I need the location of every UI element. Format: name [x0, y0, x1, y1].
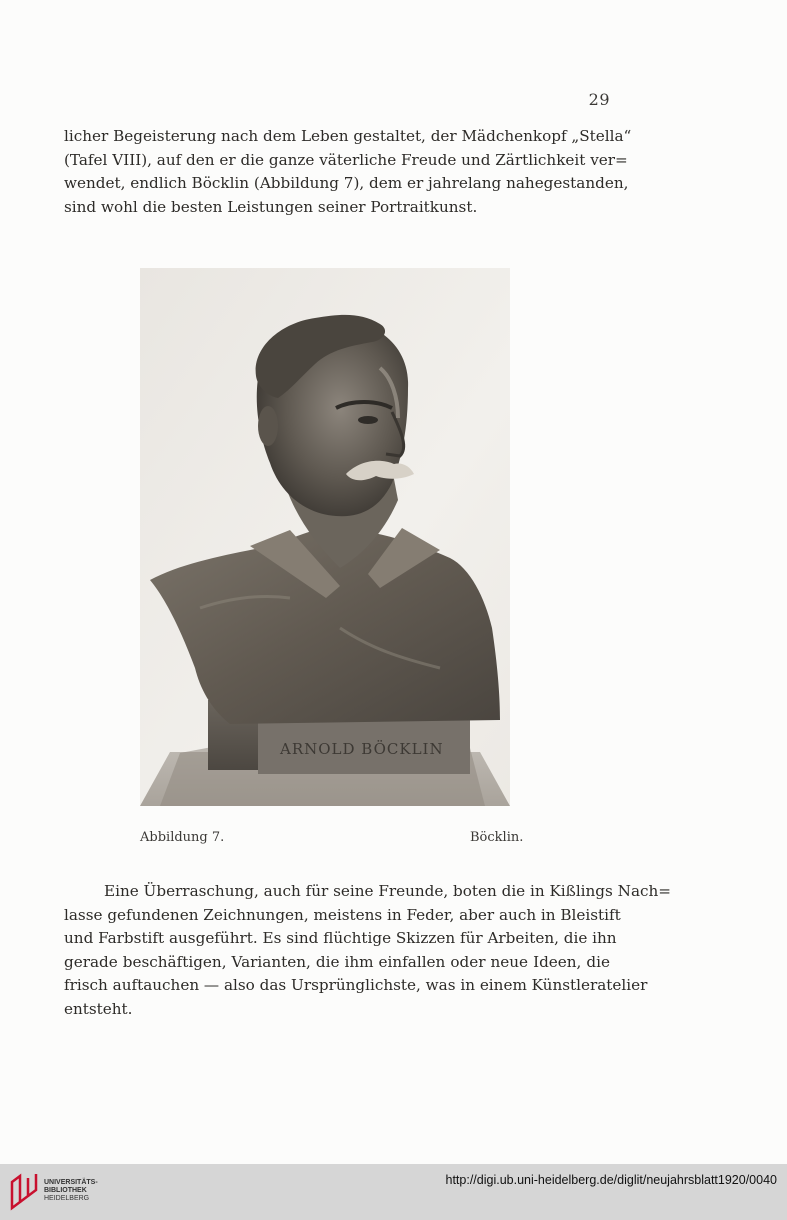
- text-line: frisch auftauchen — also das Ursprünglichste, was in einem Künstleratelier: [64, 976, 648, 994]
- text-line: wendet, endlich Böcklin (Abbildung 7), dem er jahrelang nahegestanden,: [64, 174, 629, 192]
- text-line: entsteht.: [64, 999, 133, 1018]
- text-line: lasse gefundenen Zeichnungen, meistens in Feder, aber auch in Bleistift: [64, 905, 621, 924]
- library-logo-text: [44, 1179, 98, 1203]
- source-url-link[interactable]: http://digi.ub.uni-heidelberg.de/diglit/neujahrsblatt1920/0040: [445, 1173, 777, 1187]
- library-logo-icon: [8, 1172, 40, 1212]
- bust-photograph: [140, 268, 510, 806]
- library-logo[interactable]: [8, 1170, 128, 1214]
- plinth-inscription: ARNOLD BÖCKLIN: [280, 740, 444, 758]
- text-line: sind wohl die besten Leistungen seiner Portraitkunst.: [64, 197, 478, 216]
- figure-caption-title: Böcklin.: [470, 830, 524, 845]
- figure-caption-label: Abbildung 7.: [140, 830, 225, 845]
- text-line: Eine Überraschung, auch für seine Freunde, boten die in Kißlings Nach=: [104, 882, 672, 900]
- text-line: licher Begeisterung nach dem Leben gestaltet, der Mädchenkopf „Stella“: [64, 127, 632, 145]
- page-number: 29: [588, 90, 610, 109]
- footer-bar: [0, 1164, 787, 1220]
- bottom-paragraph: [64, 880, 672, 1021]
- text-line: (Tafel VIII), auf den er die ganze väterliche Freude und Zärtlichkeit ver=: [64, 150, 628, 169]
- text-line: und Farbstift ausgeführt. Es sind flüchtige Skizzen für Arbeiten, die ihn: [64, 929, 617, 947]
- text-line: gerade beschäftigen, Varianten, die ihm einfallen oder neue Ideen, die: [64, 952, 610, 971]
- logo-line: BIBLIOTHEK: [44, 1187, 87, 1194]
- logo-line: UNIVERSITÄTS-: [44, 1179, 98, 1186]
- top-paragraph: [64, 125, 632, 219]
- logo-line: HEIDELBERG: [44, 1195, 90, 1202]
